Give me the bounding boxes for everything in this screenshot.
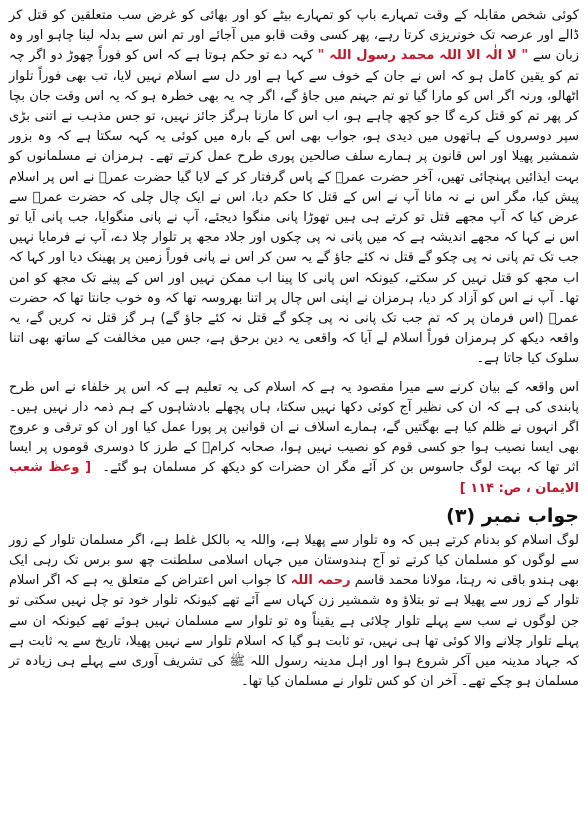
paragraph-spacer (9, 370, 579, 378)
honorific-highlight: رحمہ اللہ (290, 573, 351, 589)
paragraph1-opening-text: کوئی شخص مقابلہ کے وقت تمہارے باپ کو تمہارے بیٹے کو اور بھائی کو غرض سب متعلقین کو قتل کر ڈالے اور عرصہ تک خونریزی کرتا رہے، پھر کسی وقت قابو میں آجائے اور تم اس سے بدلہ لینا چاہو اور وہ زبان سے (9, 8, 580, 64)
kalima-highlight: " لا الٰہ الا اللہ محمد رسول اللہ " (317, 48, 529, 64)
paragraph2-text: اس واقعہ کے بیان کرنے سے میرا مقصود یہ ہے کہ اسلام کی یہ تعلیم ہے کہ اس پر خلفاء نے اس طرح پابندی کی ہے کہ ان کی نظیر آج کوئی دکھا نہیں سکتا، ہاں پچھلے بادشاہوں کے ہم ذمہ دار نہیں ہیں۔ اگر انہوں نے ظلم کیا ہے بھگتیں گے، ہمارے اسلاف نے ان قوانین پر پورا عمل کیا اور ان کو ترقی و عروج بھی ایسا نصیب ہوا جو کسی قوم کو نصیب نہیں ہوا، صحابہ کرامؓ کے طرز کا دوسری قوموں پر ایسا اثر تھا کہ بہت لوگ جاسوس بن کر آئے مگر ان حضرات کو دیکھ کر مسلمان ہو گئے۔ (9, 379, 579, 476)
paragraph1-body-text: کہہ دے تو حکم ہوتا ہے کہ اس کو فوراً چھوڑ دو اگر چہ تم کو یقین کامل ہو کہ اس نے جان کے خوف سے کہا ہے اور دل سے اسلام نہیں لایا، تب بھی فوراً تلوار اٹھالو، ورنہ اگر اس کو مارا گیا تو تم جہنم میں جاؤ گے، اگر چہ یہ بھی خطرہ ہو کہ یہ اس وقت جان بچا کر پھر تم کو قتل کرے گا جو کچھ چاہے ہو، اب اس کا مارنا ہرگز جائز نہیں، تو جس مذہب نے اتنی بڑی سپر دوسروں کے ہاتھوں میں دیدی ہو، جواب بھی اس کے بارہ میں کوئی یہ کہہ سکتا ہے کہ وہ بزور شمشیر پھیلا اور اس قانون پر ہمارے سلف صالحین پوری طرح عمل کرتے تھے۔ ہرمزان نے مسلمانوں کو بہت ایذائیں پہنچائی تھیں، آخر حضرت عمرؓ کے پاس گرفتار کر کے لایا گیا حضرت عمرؓ نے اس پر اسلام پیش کیا، مگر اس نے نہ مانا آپ نے اس کے قتل کا حکم دیا، اس نے ایک چال چلی کہ حضرت عمرؓ سے عرض کیا کہ آپ مجھے قتل تو کرتے ہی ہیں تھوڑا پانی منگوا دیجئے، آپ نے پانی منگوایا، جب پانی آیا تو اس نے کہا کہ مجھے اندیشہ ہے کہ میں پانی نہ پی چکوں اور جلاد مجھ پر تلوار چلا دے، آپ نے فرمایا نہیں جب تک تم پانی نہ پی چکو گے قتل نہ کئے جاؤ گے یہ سن کر اس نے پانی فوراً زمین پر پھینک دیا اور کہا کہ اب مجھ کو قتل نہیں کر سکتے، کیونکہ اس پانی کا پینا اب ممکن نہیں اور اس کے پینے تک مجھ کو امن تھا۔ آپ نے اس کو آزاد کر دیا، ہرمزان نے اپنی اس چال پر اتنا بھروسہ تھا کہ وہ خوب جانتا تھا کہ حضرت عمرؓ (اس فرمان پر کہ تم جب تک پانی نہ پی چکو گے قتل نہ کئے جاؤ گے) ہر گز قتل نہ کریں گے، یہ واقعہ دیکھ کر ہرمزان فوراً اسلام لے آیا کہ واقعی یہ دین برحق ہے، جس میں مخالفت کے ساتھ بھی اتنا سلوک کیا جاتا ہے۔ (9, 48, 579, 367)
paragraph3-body-text: کا جواب اس اعتراض کے متعلق یہ ہے کہ اگر اسلام تلوار کے زور سے پھیلا ہے تو بتلاؤ وہ شمشیر زن کہاں سے آئے تھے کیونکہ تلوار خود تو چل نہیں سکتی تو جن لوگوں نے سب سے پہلے تلوار چلائی ہے یقیناً وہ تو تلوار سے مسلمان نہیں ہوئے تھے کیونکہ ان سے پہلے تلوار چلانے والا کوئی تھا ہی نہیں، تو ثابت ہو گیا کہ اسلام تلوار سے نہیں پھیلا، تاریخ سے یہ ثابت ہے کہ جہاد مدینہ میں آکر شروع ہوا اور اہل مدینہ رسول اللہ ﷺ کی تشریف آوری سے پہلے ہی زیادہ تر مسلمان ہو چکے تھے۔ آخر ان کو کس تلوار نے مسلمان کیا تھا۔ (9, 573, 579, 690)
paragraph-hurmuzan-story (9, 6, 579, 370)
section-heading-answer-3: جواب نمبر (۳) (446, 504, 579, 527)
paragraph-answer-3 (9, 531, 579, 693)
source-reference: [ وعظ شعب الایمان ، ص: ۱۱۴ ] (9, 460, 579, 496)
paragraph-purpose (9, 378, 579, 499)
paragraph3-opening-text: لوگ اسلام کو بدنام کرتے ہیں کہ وہ تلوار سے پھیلا ہے، واللہ یہ بالکل غلط ہے، اگر مسلمان تلوار کے زور سے لوگوں کو مسلمان کیا کرتے تو آج ہندوستان میں جہاں اسلامی سلطنت چھ سو برس تک رہی ایک بھی ہندو باقی نہ رہتا، مولانا محمد قاسم (9, 532, 579, 589)
